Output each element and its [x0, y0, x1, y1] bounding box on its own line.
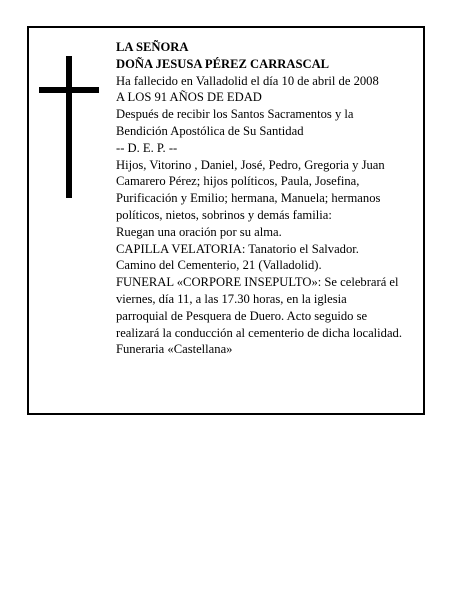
notice-line: realizará la conducción al cementerio de dicha localidad.	[116, 325, 403, 340]
notice-line: DOÑA JESUSA PÉREZ CARRASCAL	[116, 56, 330, 71]
notice-line: Ruegan una oración por su alma.	[116, 224, 282, 239]
notice-line: -- D. E. P. --	[116, 140, 178, 155]
notice-line: Purificación y Emilio; hermana, Manuela; hermanos	[116, 191, 381, 206]
obituary-notice	[27, 26, 425, 415]
notice-line: Funeraria «Castellana»	[116, 342, 233, 357]
notice-line: Camarero Pérez; hijos políticos, Paula, Josefina,	[116, 174, 360, 189]
notice-line: Bendición Apostólica de Su Santidad	[116, 123, 304, 138]
notice-line: políticos, nietos, sobrinos y demás familia:	[116, 207, 332, 222]
cross-vertical-bar	[66, 56, 72, 198]
cross-icon	[39, 56, 99, 198]
notice-line: A LOS 91 AÑOS DE EDAD	[116, 90, 262, 105]
notice-line: parroquial de Pesquera de Duero. Acto seguido se	[116, 308, 368, 323]
notice-line: viernes, día 11, a las 17.30 horas, en la iglesia	[116, 291, 347, 306]
notice-line: Camino del Cementerio, 21 (Valladolid).	[116, 258, 322, 273]
notice-line: Hijos, Vitorino , Daniel, José, Pedro, Gregoria y Juan	[116, 157, 385, 172]
notice-line: FUNERAL «CORPORE INSEPULTO»: Se celebrará el	[116, 275, 399, 290]
notice-line: CAPILLA VELATORIA: Tanatorio el Salvador.	[116, 241, 359, 256]
notice-line: Ha fallecido en Valladolid el día 10 de abril de 2008	[116, 73, 379, 88]
notice-line: LA SEÑORA	[116, 40, 189, 54]
cross-horizontal-bar	[39, 87, 99, 93]
notice-text	[116, 39, 426, 358]
notice-line: Después de recibir los Santos Sacramentos y la	[116, 107, 354, 122]
